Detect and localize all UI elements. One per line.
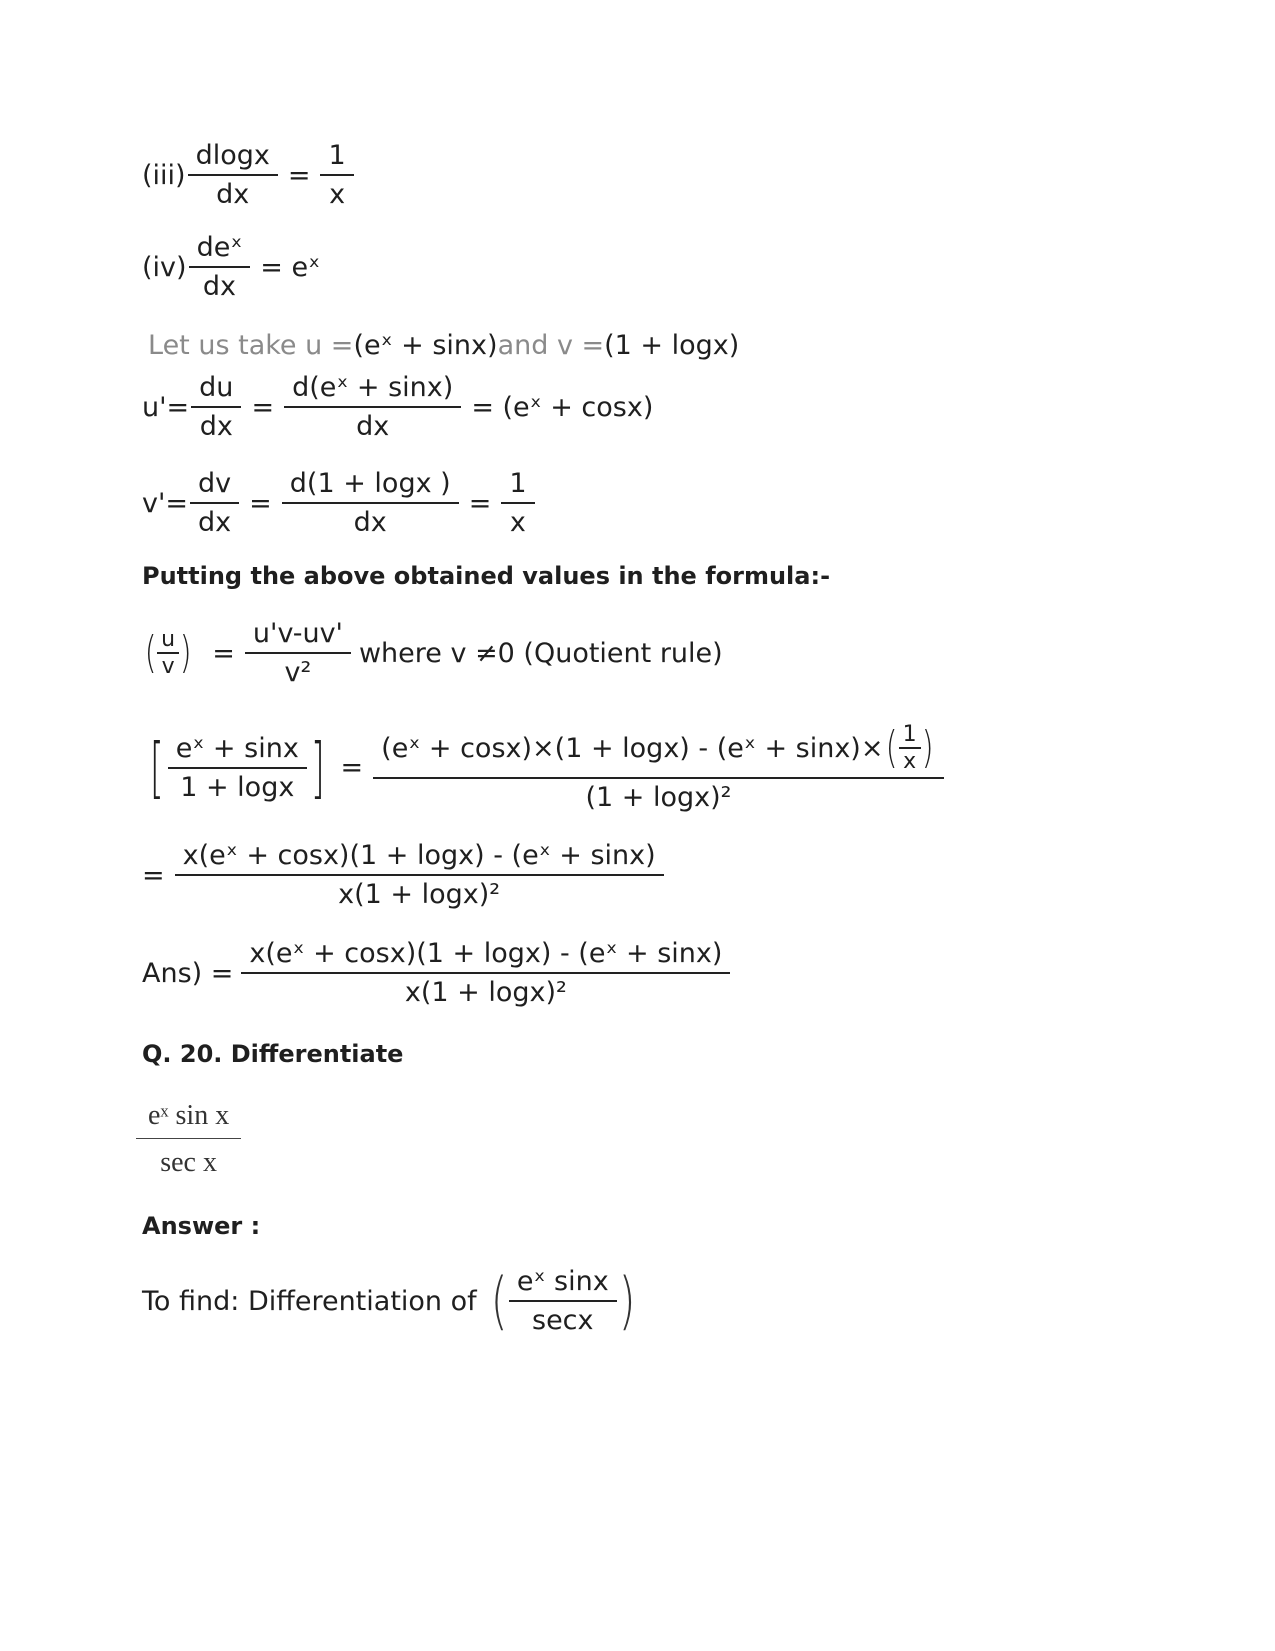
fraction-denominator: dx <box>191 406 241 442</box>
fraction-denominator: x(1 + logx)² <box>241 972 730 1008</box>
let-text-2: and v = <box>497 330 605 361</box>
formula-iv-rhs: = eˣ <box>260 251 321 283</box>
right-bracket: ] <box>310 728 325 806</box>
let-text-1: Let us take u = <box>148 330 354 361</box>
to-find-fraction <box>513 1266 613 1336</box>
fraction-numerator: 1 <box>328 140 346 171</box>
one-over-x-fraction <box>505 468 530 538</box>
v-prime-formula <box>142 468 537 538</box>
derivative-fraction <box>288 372 457 442</box>
fraction-denominator: v <box>157 652 179 679</box>
putting-heading: Putting the above obtained values in the formula:- <box>142 562 831 590</box>
u-over-v-fraction <box>159 627 177 679</box>
equals-sign: = <box>142 859 165 891</box>
dv-dx-fraction <box>194 468 235 538</box>
fraction-numerator: u <box>161 627 176 652</box>
fraction-numerator: x(eˣ + cosx)(1 + logx) - (eˣ + sinx) <box>249 938 723 969</box>
fraction-numerator: eˣ + sinx <box>175 732 299 764</box>
fraction-denominator: x <box>501 502 534 538</box>
fraction-denominator: dx <box>188 174 278 210</box>
simplified-step <box>142 840 666 910</box>
u-prime-formula <box>142 372 653 442</box>
fraction-numerator: 1 <box>509 468 527 499</box>
fraction-numerator: dlogx <box>195 140 270 171</box>
fraction-denominator: x <box>899 747 921 774</box>
simplified-fraction <box>179 840 660 910</box>
fraction-numerator: deˣ <box>196 232 243 263</box>
derivative-result-fraction <box>377 722 940 813</box>
fraction-denominator: v² <box>245 652 351 688</box>
right-paren: ) <box>921 722 934 773</box>
to-find-text: To find: Differentiation of <box>142 1285 477 1317</box>
fraction-numerator: eˣ sinx <box>516 1266 609 1297</box>
numerator-text: (eˣ + cosx)×(1 + logx) - (eˣ + sinx)× <box>381 732 884 764</box>
fraction-denominator: (1 + logx)² <box>373 777 944 813</box>
answer-fraction <box>245 938 726 1008</box>
fraction-numerator: x(eˣ + cosx)(1 + logx) - (eˣ + sinx) <box>182 840 656 871</box>
formula-iii-label: (iii) <box>142 159 186 191</box>
formula-iii-rhs-fraction <box>324 140 349 210</box>
equals-sign: = <box>251 391 275 423</box>
quotient-rule-formula <box>142 618 723 688</box>
answer-formula <box>142 938 732 1008</box>
formula-iv-label: (iv) <box>142 251 187 283</box>
fraction-denominator: x <box>320 174 353 210</box>
fraction-numerator: eˣ sin x <box>148 1100 230 1131</box>
to-find-line <box>142 1266 641 1336</box>
quotient-application <box>142 722 946 813</box>
v-definition: (1 + logx) <box>604 330 740 361</box>
let-us-take-line <box>148 330 739 361</box>
fraction-numerator <box>377 722 940 777</box>
fraction-denominator: secx <box>509 1300 617 1336</box>
right-paren: ) <box>618 1264 636 1337</box>
right-paren: ) <box>179 627 192 678</box>
fraction-denominator: dx <box>282 502 459 538</box>
equals-sign: = <box>249 487 272 519</box>
u-prime-lhs: u'= <box>142 391 190 423</box>
v-prime-lhs: v'= <box>142 487 189 519</box>
expression-fraction <box>172 733 303 803</box>
equals-sign: = <box>468 487 492 519</box>
formula-iii-lhs-fraction <box>192 140 274 210</box>
du-dx-fraction <box>195 372 237 442</box>
fraction-numerator: u'v-uv' <box>252 618 343 649</box>
fraction-numerator: 1 <box>902 722 917 747</box>
answer-label: Ans) = <box>142 957 234 989</box>
formula-iv-lhs-fraction <box>193 232 247 302</box>
left-bracket: [ <box>149 728 164 806</box>
question-fraction <box>140 1100 237 1179</box>
u-prime-result: = (eˣ + cosx) <box>471 391 654 423</box>
quotient-rule-note: where v ≠0 (Quotient rule) <box>358 637 723 669</box>
fraction-denominator: dx <box>189 266 251 302</box>
left-paren: ( <box>144 627 157 678</box>
u-definition: (eˣ + sinx) <box>353 330 498 361</box>
derivative-fraction <box>286 468 455 538</box>
fraction-denominator: dx <box>190 502 239 538</box>
fraction-denominator: x(1 + logx)² <box>175 874 664 910</box>
left-paren: ( <box>886 722 899 773</box>
fraction-numerator: dv <box>198 468 232 499</box>
fraction-numerator: du <box>199 372 234 403</box>
one-over-x-fraction <box>901 722 919 774</box>
fraction-numerator: d(1 + logx ) <box>289 468 451 499</box>
fraction-denominator: dx <box>284 406 461 442</box>
fraction-denominator: sec x <box>136 1138 241 1179</box>
formula-iv <box>142 232 320 302</box>
equals-sign: = <box>287 159 311 191</box>
question-20-heading: Q. 20. Differentiate <box>142 1040 404 1068</box>
left-paren: ( <box>490 1264 508 1337</box>
fraction-denominator: 1 + logx <box>168 767 307 803</box>
fraction-numerator: d(eˣ + sinx) <box>292 372 454 403</box>
formula-iii <box>142 140 356 210</box>
equals-sign: = <box>340 752 364 783</box>
question-20-expression <box>140 1100 237 1179</box>
quotient-fraction <box>249 618 347 688</box>
answer-heading: Answer : <box>142 1212 261 1240</box>
equals-sign: = <box>212 637 235 669</box>
